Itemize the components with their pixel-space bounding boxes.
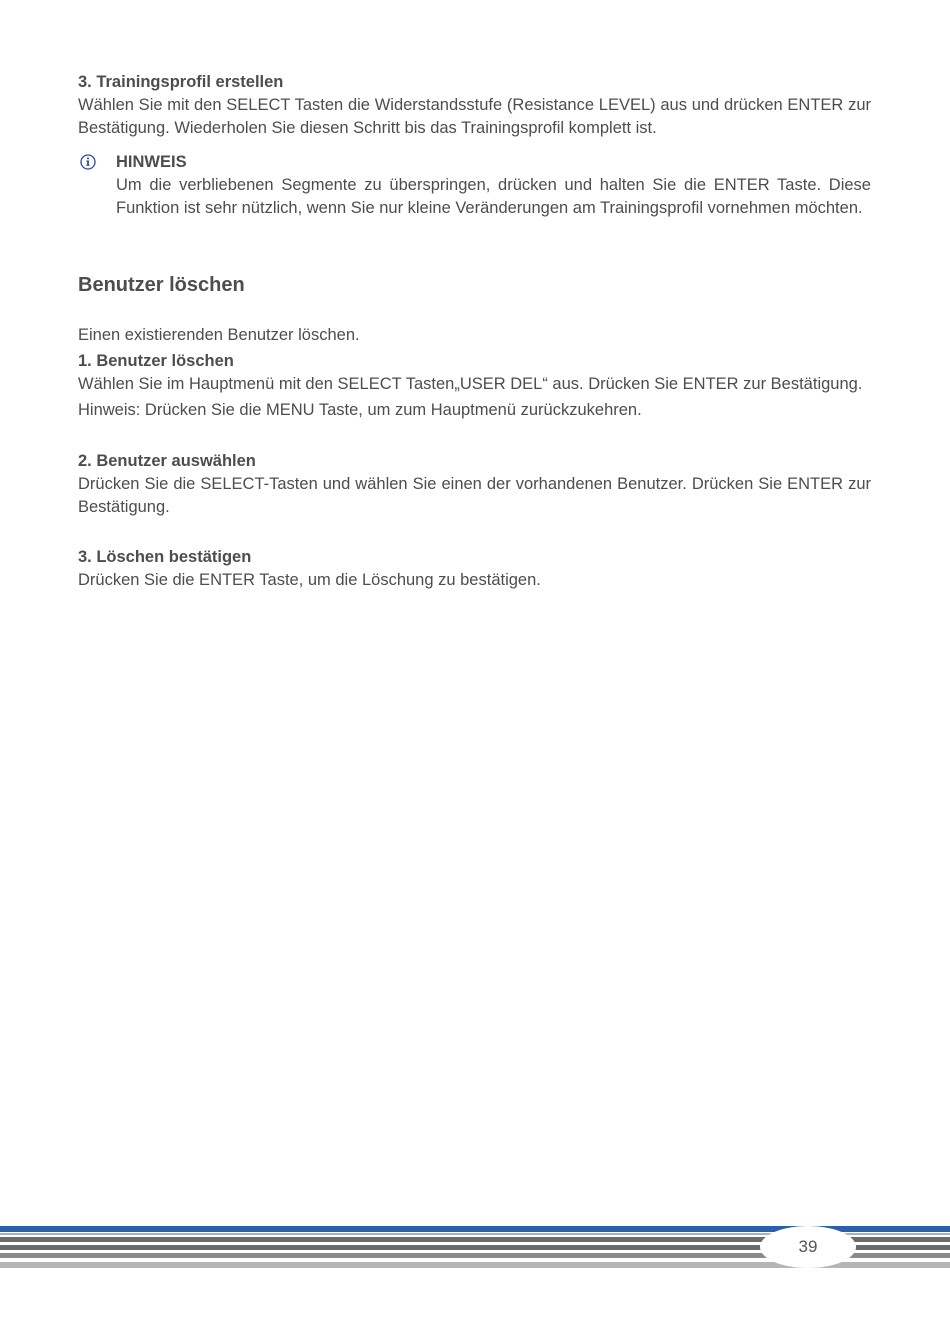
step-1-line-1: Wählen Sie im Hauptmenü mit den SELECT Tasten„USER DEL“ aus. Drücken Sie ENTER zur Bestätigung. (78, 375, 863, 393)
delete-user-intro-block (78, 324, 871, 347)
page-number: 39 (760, 1226, 856, 1268)
training-profile-section (78, 71, 871, 140)
section-title: Benutzer löschen (78, 274, 245, 296)
training-profile-heading: 3. Trainingsprofil erstellen (78, 73, 284, 91)
note-box (78, 151, 871, 220)
step-3-heading: 3. Löschen bestätigen (78, 548, 252, 566)
step-2 (78, 450, 871, 519)
step-1 (78, 350, 871, 422)
step-1-line-2: Hinweis: Drücken Sie die MENU Taste, um zum Hauptmenü zurückzukehren. (78, 401, 642, 419)
delete-user-section (78, 272, 871, 298)
info-icon (80, 154, 96, 170)
training-profile-text: Wählen Sie mit den SELECT Tasten die Widerstandsstufe (Resistance LEVEL) aus und drücken ENTER zur Bestätigung. Wiederholen Sie diesen Schritt bis das Trainingsprofil komplett ist. (78, 96, 871, 137)
delete-user-intro: Einen existierenden Benutzer löschen. (78, 326, 360, 344)
step-3-line-1: Drücken Sie die ENTER Taste, um die Löschung zu bestätigen. (78, 571, 541, 589)
step-1-heading: 1. Benutzer löschen (78, 352, 234, 370)
step-2-heading: 2. Benutzer auswählen (78, 452, 256, 470)
step-3 (78, 546, 871, 592)
note-title: HINWEIS (116, 153, 187, 171)
note-text: Um die verbliebenen Segmente zu überspringen, drücken und halten Sie die ENTER Taste. Diese Funktion ist sehr nützlich, wenn Sie nur kleine Veränderungen am Trainingsprofil vornehmen möchten. (116, 176, 871, 217)
step-2-line-1: Drücken Sie die SELECT-Tasten und wählen Sie einen der vorhandenen Benutzer. Drücken Sie ENTER zur Bestätigung. (78, 475, 871, 516)
